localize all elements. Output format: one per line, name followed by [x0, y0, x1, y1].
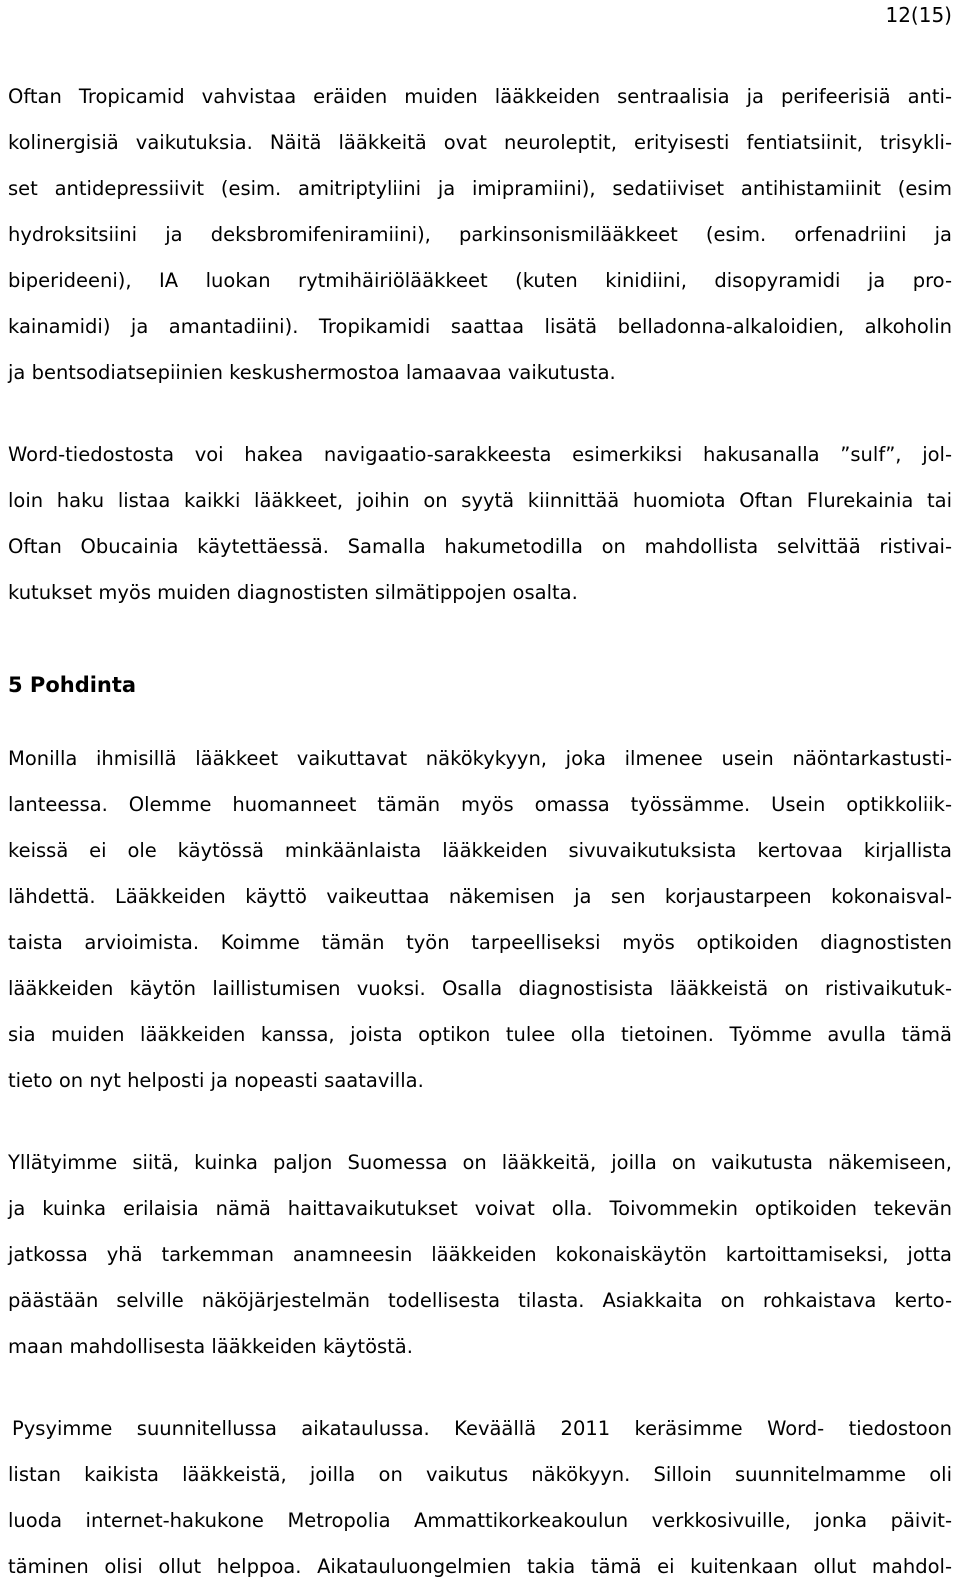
text-line: Word-tiedostosta voi hakea navigaatio-sarakkeesta esimerkiksi hakusanalla ”sulf”, jol- — [8, 443, 952, 466]
text-line: Pysyimme suunnitellussa aikataulussa. Keväällä 2011 keräsimme Word- tiedostoon — [12, 1417, 952, 1440]
text-line: päästään selville näköjärjestelmän todellisesta tilasta. Asiakkaita on rohkaistava kerto- — [8, 1289, 952, 1312]
text-line: sia muiden lääkkeiden kanssa, joista optikon tulee olla tietoinen. Työmme avulla tämä — [8, 1023, 952, 1046]
text-line: luoda internet-hakukone Metropolia Ammattikorkeakoulun verkkosivuille, jonka päivit- — [8, 1509, 952, 1532]
text-line: loin haku listaa kaikki lääkkeet, joihin on syytä kiinnittää huomiota Oftan Flurekainia tai — [8, 489, 952, 512]
text-line: lähdettä. Lääkkeiden käyttö vaikeuttaa näkemisen ja sen korjaustarpeen kokonaisval- — [8, 885, 952, 908]
text-line: Yllätyimme siitä, kuinka paljon Suomessa on lääkkeitä, joilla on vaikutusta näkemiseen, — [8, 1151, 952, 1174]
text-line: ja bentsodiatsepiinien keskushermostoa lamaavaa vaikutusta. — [8, 361, 616, 384]
text-line: hydroksitsiini ja deksbromifeniramiini), parkinsonismilääkkeet (esim. orfenadriini ja — [8, 223, 952, 246]
text-line: lanteessa. Olemme huomanneet tämän myös omassa työssämme. Usein optikkoliik- — [8, 793, 952, 816]
section-heading: 5 Pohdinta — [8, 673, 137, 697]
text-line: kolinergisiä vaikutuksia. Näitä lääkkeitä ovat neuroleptit, erityisesti fentiatsiinit, trisykli- — [8, 131, 952, 154]
text-line: täminen olisi ollut helppoa. Aikatauluongelmien takia tämä ei kuitenkaan ollut mahdol- — [8, 1555, 952, 1578]
text-line: lääkkeiden käytön laillistumisen vuoksi. Osalla diagnostisista lääkkeistä on ristivaikutuk- — [8, 977, 952, 1000]
text-line: maan mahdollisesta lääkkeiden käytöstä. — [8, 1335, 413, 1358]
text-line: ja kuinka erilaisia nämä haittavaikutukset voivat olla. Toivommekin optikoiden tekevän — [8, 1197, 952, 1220]
text-line: listan kaikista lääkkeistä, joilla on vaikutus näkökyyn. Silloin suunnitelmamme oli — [8, 1463, 952, 1486]
text-line: tieto on nyt helposti ja nopeasti saatavilla. — [8, 1069, 424, 1092]
text-line: keissä ei ole käytössä minkäänlaista lääkkeiden sivuvaikutuksista kertovaa kirjallista — [8, 839, 952, 862]
text-line: Oftan Obucainia käytettäessä. Samalla hakumetodilla on mahdollista selvittää ristivai- — [8, 535, 952, 558]
text-line: taista arvioimista. Koimme tämän työn tarpeelliseksi myös optikoiden diagnostisten — [8, 931, 952, 954]
page-number: 12(15) — [885, 3, 952, 27]
text-line: biperideeni), IA luokan rytmihäiriölääkkeet (kuten kinidiini, disopyramidi ja pro- — [8, 269, 952, 292]
text-line: set antidepressiivit (esim. amitriptyliini ja imipramiini), sedatiiviset antihistamiinit (esim — [8, 177, 952, 200]
text-line: kainamidi) ja amantadiini). Tropikamidi saattaa lisätä belladonna-alkaloidien, alkoholin — [8, 315, 952, 338]
text-line: kutukset myös muiden diagnostisten silmätippojen osalta. — [8, 581, 578, 604]
text-line: Monilla ihmisillä lääkkeet vaikuttavat näkökykyyn, joka ilmenee usein näöntarkastusti- — [8, 747, 952, 770]
text-line: jatkossa yhä tarkemman anamneesin lääkkeiden kokonaiskäytön kartoittamiseksi, jotta — [8, 1243, 952, 1266]
text-line: Oftan Tropicamid vahvistaa eräiden muiden lääkkeiden sentraalisia ja perifeerisiä anti- — [8, 85, 952, 108]
